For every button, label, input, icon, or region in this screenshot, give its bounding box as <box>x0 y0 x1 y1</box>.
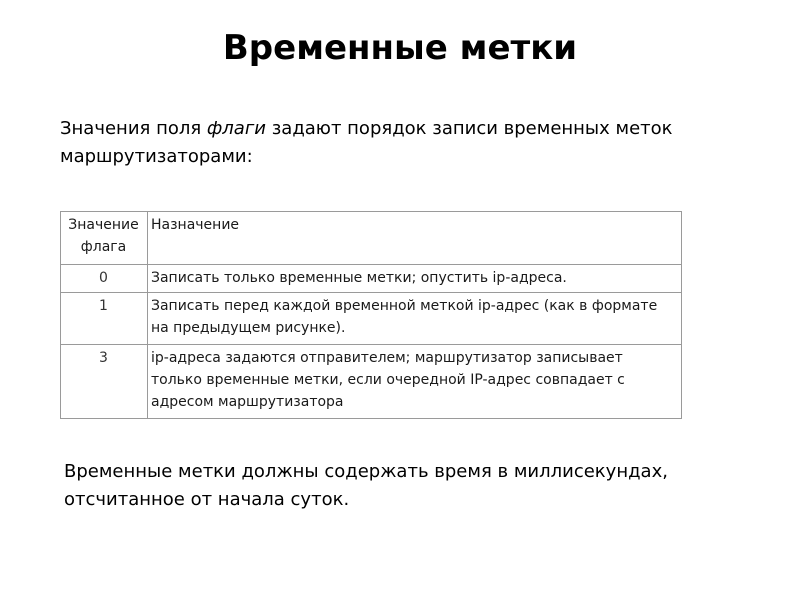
flag-value-cell: 0 <box>61 265 148 293</box>
intro-text-after: задают порядок записи временных меток маршрутизаторами: <box>60 118 673 167</box>
flag-value-cell: 1 <box>61 293 148 345</box>
purpose-cell: ip-адреса задаются отправителем; маршрутизатор записывает только временные метки, если очередной IP-адрес совпадает с адресом маршрутизатора <box>148 345 682 419</box>
intro-text <box>60 115 700 171</box>
purpose-cell: Записать перед каждой временной меткой ip-адрес (как в формате на предыдущем рисунке). <box>148 293 682 345</box>
intro-text-emphasis: флаги <box>206 118 266 139</box>
header-purpose: Назначение <box>148 212 682 265</box>
purpose-cell: Записать только временные метки; опустить ip-адреса. <box>148 265 682 293</box>
table-header-row <box>61 212 682 265</box>
intro-text-before: Значения поля <box>60 118 207 139</box>
table-row <box>61 345 682 419</box>
header-flag-value: Значение флага <box>61 212 148 265</box>
slide-title: Временные метки <box>222 28 578 68</box>
outro-text: Временные метки должны содержать время в миллисекундах, отсчитанное от начала суток. <box>64 461 668 510</box>
flag-value-cell: 3 <box>61 345 148 419</box>
table-row <box>61 265 682 293</box>
table-row <box>61 293 682 345</box>
flags-table <box>60 211 682 419</box>
